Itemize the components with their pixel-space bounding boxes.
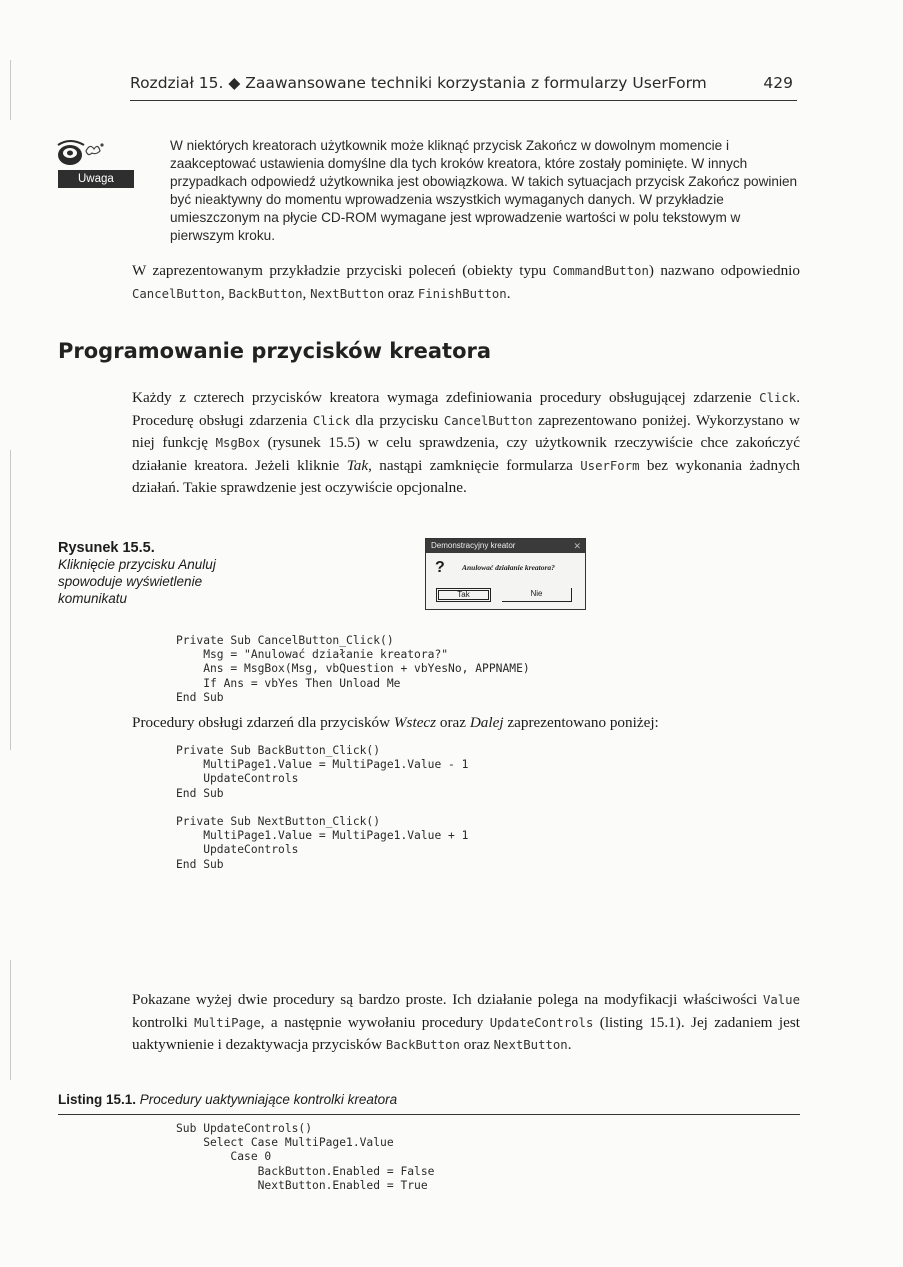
text: . xyxy=(506,284,511,302)
text: oraz xyxy=(436,714,470,731)
close-icon: ✕ xyxy=(573,541,581,551)
listing-title xyxy=(58,1092,800,1115)
page-number: 429 xyxy=(763,74,793,92)
code-term: UpdateControls xyxy=(489,1015,594,1030)
code-term: Click xyxy=(312,413,350,428)
margin-line xyxy=(10,960,11,1080)
message-box-screenshot xyxy=(425,538,586,610)
paragraph xyxy=(132,989,800,1057)
code-block: Sub UpdateControls() Select Case MultiPage1.Value Case 0 BackButton.Enabled = False NextButton.Enabled = True xyxy=(176,1122,435,1192)
text: , a następnie wywołaniu procedury xyxy=(260,1013,490,1031)
note-badge xyxy=(58,170,134,188)
text: . Procedurę obsługi zdarzenia xyxy=(132,389,800,429)
margin-line xyxy=(10,60,11,120)
code-term: BackButton xyxy=(228,286,303,301)
yes-button: Tak xyxy=(436,588,491,602)
code-term: Value xyxy=(762,993,800,1007)
text: (rysunek 15.5) w celu sprawdzenia, czy użytkownik rzeczywiście chce zakończyć działanie kreatora. Jeżeli kliknie xyxy=(132,434,800,474)
text: (listing 15.1). Jej zadaniem jest uaktywnienie i dezaktywacja przycisków xyxy=(132,1013,800,1053)
code-term: CommandButton xyxy=(552,264,649,278)
text: . xyxy=(567,1036,572,1053)
paragraph xyxy=(132,712,800,734)
listing-description: Procedury uaktywniające kontrolki kreatora xyxy=(139,1092,398,1107)
code-term: MultiPage xyxy=(194,1015,261,1030)
text: , nastąpi zamknięcie formularza xyxy=(368,456,581,474)
code-term: CancelButton xyxy=(132,286,221,301)
text: zaprezentowano poniżej: xyxy=(503,714,659,731)
text: oraz xyxy=(459,1036,494,1053)
note-label: Uwaga xyxy=(78,173,114,185)
figure-caption xyxy=(58,540,248,607)
text: Pokazane wyżej dwie procedury są bardzo proste. Ich działanie polega na modyfikacji właściwości xyxy=(132,991,763,1008)
section-title: Programowanie przycisków kreatora xyxy=(58,339,492,363)
dialog-title: Demonstracyjny kreator xyxy=(431,541,516,550)
code-term: NextButton xyxy=(493,1038,568,1052)
running-header xyxy=(130,72,797,101)
text: Procedury obsługi zdarzeń dla przycisków xyxy=(132,714,394,731)
figure-number: Rysunek 15.5. xyxy=(58,540,155,556)
emphasis: Dalej xyxy=(469,714,504,731)
no-button: Nie xyxy=(502,588,572,602)
question-icon: ? xyxy=(435,559,445,576)
emphasis: Tak xyxy=(346,456,369,474)
paragraph xyxy=(132,260,800,305)
text: , xyxy=(220,284,229,302)
text: dla przycisku xyxy=(349,411,444,429)
text: zaprezentowano poniżej. Wykorzystano w niej funkcję xyxy=(132,411,800,451)
text: ) nazwano odpowiednio xyxy=(648,262,800,279)
code-block: Private Sub CancelButton_Click() Msg = "Anulować działanie kreatora?" Ans = MsgBox(Msg, vbQuestion + vbYesNo, APPNAME) If Ans = vbYes Then Unload Me End Sub xyxy=(176,634,530,704)
listing-number: Listing 15.1. xyxy=(58,1092,137,1107)
code-term: BackButton xyxy=(385,1038,460,1052)
margin-line xyxy=(10,450,11,750)
note-text: W niektórych kreatorach użytkownik może kliknąć przycisk Zakończ w dowolnym momencie i zaakceptować ustawienia domyślne dla tych kroków kreatora, które zostały pominięte. W innych przypadkach odpowiedź użytkownika jest obowiązkowa. W takich sytuacjach przycisk Zakończ powinien być nieaktywny do momentu wprowadzenia wszystkich wymaganych danych. W przykładzie umieszczonym na płycie CD-ROM wymagane jest wprowadzenie wartości w polu tekstowym w pierwszym kroku. xyxy=(170,138,798,243)
running-title: Rozdział 15. ◆ Zaawansowane techniki korzystania z formularzy UserForm xyxy=(130,74,707,92)
emphasis: Wstecz xyxy=(393,714,437,731)
code-block: Private Sub BackButton_Click() MultiPage1.Value = MultiPage1.Value - 1 UpdateControls End Sub Private Sub NextButton_Click() MultiPage1.Value = MultiPage1.Value + 1 UpdateControls End Sub xyxy=(176,744,469,871)
text: , xyxy=(302,284,311,302)
paragraph xyxy=(132,387,800,499)
text: W zaprezentowanym przykładzie przyciski poleceń (obiekty typu xyxy=(132,262,553,279)
figure-description: Kliknięcie przycisku Anuluj spowoduje wyświetlenie komunikatu xyxy=(58,557,216,606)
text: oraz xyxy=(384,284,418,302)
code-term: UserForm xyxy=(580,458,640,473)
code-term: NextButton xyxy=(310,286,385,301)
code-term: MsgBox xyxy=(215,436,260,450)
text: bez wykonania żadnych działań. Takie sprawdzenie jest oczywiście opcjonalne. xyxy=(132,456,801,496)
dialog-titlebar xyxy=(426,539,585,553)
text: kontrolki xyxy=(132,1013,195,1031)
text: Każdy z czterech przycisków kreatora wymaga zdefiniowania procedury obsługującej zdarzenie xyxy=(132,389,760,406)
code-term: CancelButton xyxy=(443,413,533,428)
code-term: FinishButton xyxy=(417,286,507,301)
code-term: Click xyxy=(759,391,797,405)
dialog-message: Anulować działanie kreatora? xyxy=(462,563,555,572)
